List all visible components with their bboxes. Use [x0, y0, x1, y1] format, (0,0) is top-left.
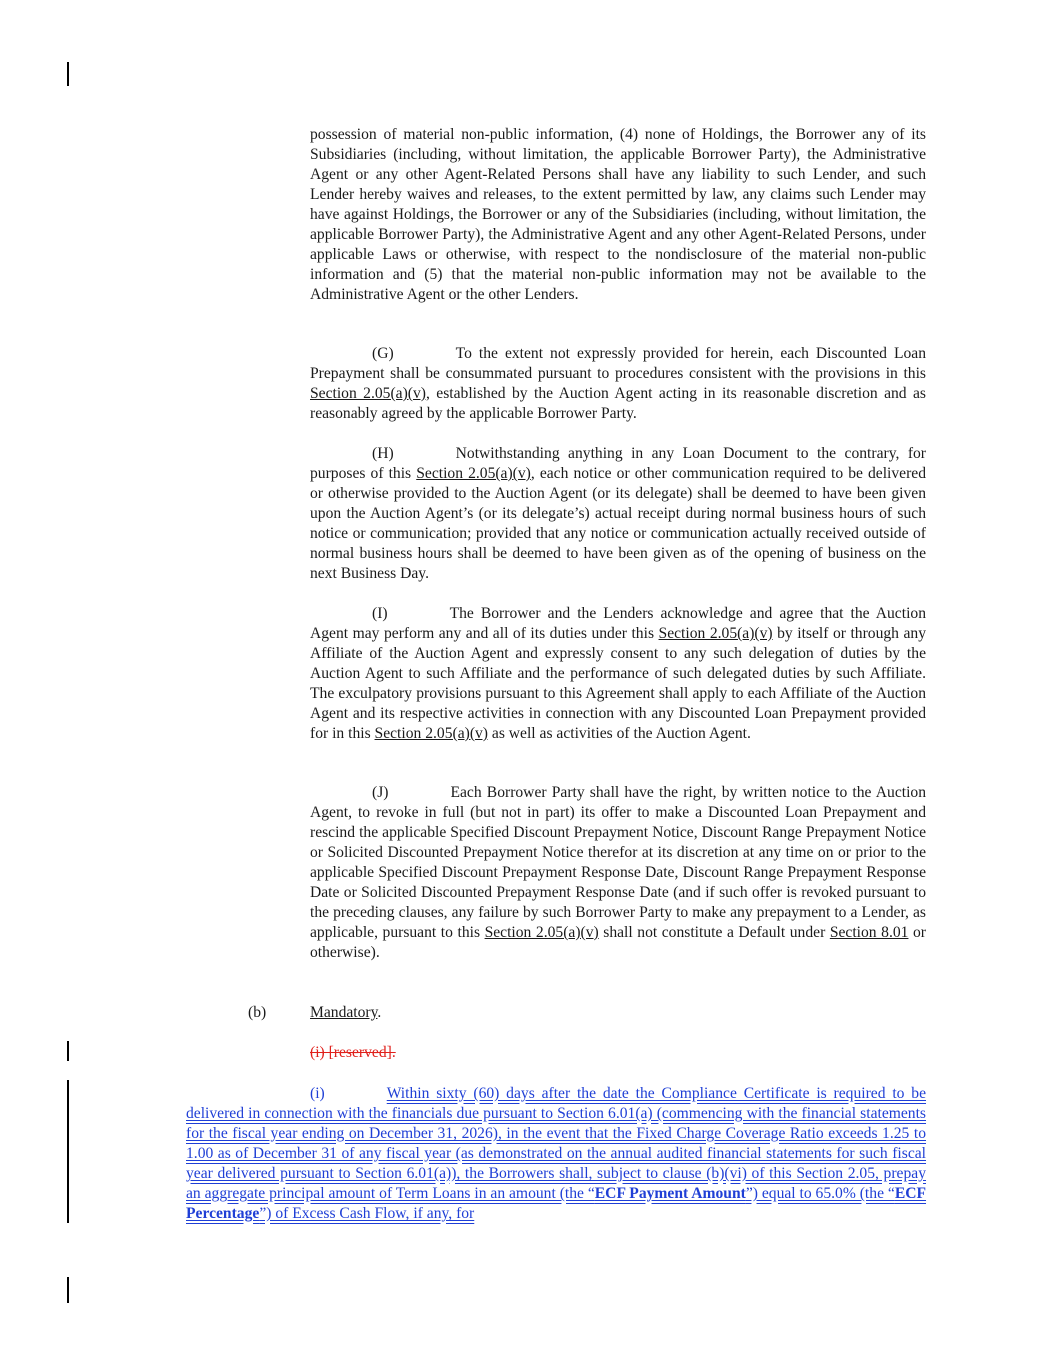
section-b-heading: Mandatory.	[310, 1004, 382, 1021]
deleted-clause	[310, 1043, 926, 1063]
section-b-label: (b)	[248, 1004, 267, 1021]
section-title: Mandatory	[310, 1004, 378, 1021]
paragraph-j: (J) Each Borrower Party shall have the right, by written notice to the Auction Agent, to revoke in full (but not in part) its offer to make a Discounted Loan Prepayment and rescind the applicable Specified Discount Prepayment Notice, Discount Range Prepayment Notice or Solicited Discounted Prepayment Notice therefor at its discretion at any time on or prior to the applicable Specified Discount Prepayment Response Date, Discount Range Prepayment Response Date or Solicited Discounted Prepayment Response Date (and if such offer is revoked pursuant to the preceding clauses, any failure by such Borrower Party to make any prepayment to a Lender, as applicable, pursuant to this Section 2.05(a)(v) shall not constitute a Default under Section 8.01 or otherwise).	[310, 784, 927, 961]
change-bar	[67, 1041, 69, 1061]
paragraph-h: (H) Notwithstanding anything in any Loan Document to the contrary, for purposes of this Section 2.05(a)(v), each notice or other communication required to be delivered or otherwise provided to the Auction Agent (or its delegate) shall be deemed to have been given upon the Auction Agent’s (or its delegate’s) actual receipt during normal business hours of such notice or communication; provided that any notice or communication actually received outside of normal business hours shall be deemed to have been given as of the opening of business on the next Business Day.	[310, 445, 927, 582]
section-reference: Section 2.05(a)(v)	[416, 465, 531, 482]
section-reference: Section 2.05(a)(v)	[374, 725, 488, 742]
clause-label: (H)	[372, 445, 394, 462]
clause-label: (J)	[372, 784, 389, 801]
inserted-paragraph	[186, 1084, 926, 1224]
defined-term: ECF Payment Amount	[594, 1185, 746, 1202]
change-bar	[67, 1277, 69, 1303]
defined-term: ECF Percentage	[186, 1185, 927, 1222]
section-reference: Section 2.05(a)(v)	[310, 385, 426, 402]
paragraph-continuation	[310, 125, 926, 305]
section-reference: Section 2.05(a)(v)	[484, 924, 599, 941]
clause-label: (G)	[372, 345, 394, 362]
change-bar	[67, 1080, 69, 1223]
paragraph-text: possession of material non-public information, (4) none of Holdings, the Borrower any of its Subsidiaries (including, without limitation, the applicable Borrower Party), the Administrative Agent or any other Agent-Related Persons shall have any liability to such Lender, and such Lender hereby waives and releases, to the extent permitted by law, any claims such Lender may have against Holdings, the Borrower or any of the Subsidiaries (including, without limitation, the applicable Borrower Party), the Administrative Agent and any other Agent-Related Persons, under applicable Laws or otherwise, with respect to the nondisclosure of the material non-public information and (5) that the material non-public information may not be available to the Administrative Agent or the other Lenders.	[310, 126, 926, 303]
change-bar	[67, 62, 69, 86]
section-reference: Section 2.05(a)(v)	[658, 625, 773, 642]
deleted-text: (i) [reserved].	[310, 1044, 396, 1061]
paragraph-g: (G) To the extent not expressly provided for herein, each Discounted Loan Prepayment shall be consummated pursuant to procedures consistent with the provisions in this Section 2.05(a)(v), established by the Auction Agent acting in its reasonable discretion and as reasonably agreed by the applicable Borrower Party.	[310, 345, 926, 422]
clause-label: (i)	[310, 1085, 325, 1102]
inserted-text: (i) Within sixty (60) days after the date the Compliance Certificate is required to be delivered in connection with the financials due pursuant to Section 6.01(a) (commencing with the financial statements for the fiscal year ending on December 31, 2026), in the event that the Fixed Charge Coverage Ratio exceeds 1.25 to 1.00 as of December 31 of any fiscal year (as demonstrated on the annual audited financial statements for such fiscal year delivered pursuant to Section 6.01(a)), the Borrowers shall, subject to clause (b)(vi) of this Section 2.05, prepay an aggregate principal amount of Term Loans in an amount (the “ECF Payment Amount”) equal to 65.0% (the “ECF Percentage”) of Excess Cash Flow, if any, for	[186, 1085, 927, 1222]
paragraph-i: (I) The Borrower and the Lenders acknowledge and agree that the Auction Agent may perform any and all of its duties under this Section 2.05(a)(v) by itself or through any Affiliate of the Auction Agent and expressly consent to any such delegation of duties by the Auction Agent to such Affiliate and the performance of such delegated duties by such Affiliate. The exculpatory provisions pursuant to this Agreement shall apply to each Affiliate of the Auction Agent and its respective activities in connection with any Discounted Loan Prepayment provided for in this Section 2.05(a)(v) as well as activities of the Auction Agent.	[310, 605, 927, 742]
section-reference: Section 8.01	[829, 924, 909, 941]
clause-label: (I)	[372, 605, 388, 622]
